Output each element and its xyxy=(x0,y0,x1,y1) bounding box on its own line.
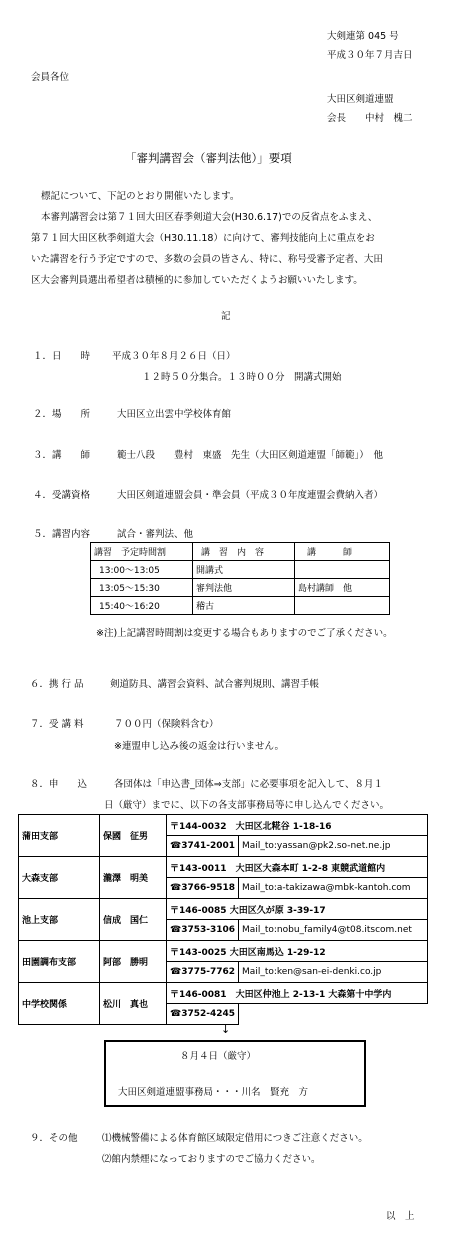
table-row xyxy=(19,857,428,878)
table-row xyxy=(19,983,428,1004)
branch-name: 中学校関係 xyxy=(19,983,100,1025)
branch-tel: ☎3753-3106 xyxy=(167,920,239,941)
doc-number: 大剣連第 045 号 xyxy=(327,31,399,42)
eligibility-value: 大田区剣道連盟会員・準会員（平成３０年度連盟会費納入者） xyxy=(117,490,384,501)
intro-line: 標記について、下記のとおり開催いたします。 xyxy=(41,191,240,202)
schedule-note: ※注)上記講習時間割は変更する場合もありますのでご了承ください。 xyxy=(96,628,393,639)
branch-person: 阿部 勝明 xyxy=(100,941,167,983)
page-title: 「審判講習会（審判法他）」要項 xyxy=(125,151,292,165)
table-row xyxy=(19,899,428,920)
branch-name: 田園調布支部 xyxy=(19,941,100,983)
instructor-label: ３．講 師 xyxy=(33,450,91,461)
table-row xyxy=(19,815,428,836)
branch-name: 大森支部 xyxy=(19,857,100,899)
fee-label: ７．受 講 料 xyxy=(30,719,84,730)
date-value: 平成３０年８月２６日（日） xyxy=(112,351,236,362)
ki-marker: 記 xyxy=(221,311,231,322)
apply-value-2: 日（厳守）までに、以下の各支部事務局等に申し込んでください。 xyxy=(104,800,390,811)
signer: 会長 中村 槐二 xyxy=(327,113,413,124)
recipient: 会員各位 xyxy=(31,72,70,83)
content-label: ５．講習内容 xyxy=(33,529,91,540)
down-arrow-icon: ↓ xyxy=(221,1023,231,1036)
schedule-table xyxy=(90,542,390,615)
date-value-2: １２時５０分集合。１３時００分 開講式開始 xyxy=(142,372,342,383)
organization: 大田区剣道連盟 xyxy=(327,94,394,105)
other-note: ⑴機械警備による体育館区域限定借用につきご注意ください。 xyxy=(102,1133,368,1144)
place-label: ２．場 所 xyxy=(33,409,91,420)
other-label: ９．その他 xyxy=(30,1133,78,1144)
branch-tel: ☎3775-7762 xyxy=(167,962,239,983)
branch-person: 瀧澤 明美 xyxy=(100,857,167,899)
intro-line: いた講習を行う予定ですので、多数の会員の皆さん、特に、称号受審予定者、大田 xyxy=(31,254,383,265)
branch-mail: Mail_to:a-takizawa@mbk-kantoh.com xyxy=(239,878,428,899)
table-cell: 審判法他 xyxy=(193,579,295,597)
instructor-value: 範士八段 豊村 東盛 先生（大田区剣道連盟「師範」） 他 xyxy=(117,450,384,461)
branch-mail: Mail_to:yassan@pk2.so-net.ne.jp xyxy=(239,836,428,857)
table-header-row xyxy=(91,543,390,561)
branch-address: 〒144-0032 大田区北糀谷 1-18-16 xyxy=(167,815,428,836)
branch-table xyxy=(18,814,428,1025)
date-label: １．日 時 xyxy=(33,351,91,362)
doc-date: 平成３０年７月吉日 xyxy=(327,50,413,61)
table-row xyxy=(91,579,390,597)
branch-name: 蒲田支部 xyxy=(19,815,100,857)
branch-mail xyxy=(239,1004,428,1025)
intro-line: 本審判講習会は第７１回大田区春季剣道大会(H30.6.17)での反省点をふまえ、 xyxy=(41,212,378,223)
table-cell: 13:05～15:30 xyxy=(91,579,193,597)
branch-address: 〒143-0011 大田区大森本町 1-2-8 東競武道館内 xyxy=(167,857,428,878)
branch-mail: Mail_to:ken@san-ei-denki.co.jp xyxy=(239,962,428,983)
branch-address: 〒146-0085 大田区久が原 3-39-17 xyxy=(167,899,428,920)
column-header: 講 習 内 容 xyxy=(193,543,295,561)
table-row xyxy=(91,561,390,579)
table-row xyxy=(19,941,428,962)
table-cell: 稽古 xyxy=(193,597,295,615)
branch-person: 松川 真也 xyxy=(100,983,167,1025)
table-cell xyxy=(295,597,390,615)
column-header: 講習 予定時間割 xyxy=(91,543,193,561)
deadline-to: 大田区剣道連盟事務局・・・川名 賢充 方 xyxy=(118,1087,309,1098)
table-cell: 島村講師 他 xyxy=(295,579,390,597)
table-row xyxy=(91,597,390,615)
branch-mail: Mail_to:nobu_family4@t08.itscom.net xyxy=(239,920,428,941)
intro-line: 第７１回大田区秋季剣道大会（H30.11.18）に向けて、審判技能向上に重点をお xyxy=(31,233,375,244)
branch-person: 保國 征男 xyxy=(100,815,167,857)
bring-value: 剣道防具、講習会資料、試合審判規則、講習手帳 xyxy=(110,679,320,690)
fee-value: ７００円（保険料含む） xyxy=(114,719,219,730)
bring-label: ６．携 行 品 xyxy=(30,679,84,690)
branch-name: 池上支部 xyxy=(19,899,100,941)
column-header: 講 師 xyxy=(295,543,390,561)
fee-note: ※連盟申し込み後の返金は行いません。 xyxy=(114,741,285,752)
other-note: ⑵館内禁煙になっておりますのでご協力ください。 xyxy=(102,1154,321,1165)
apply-label: ８．申 込 xyxy=(30,779,88,790)
closing: 以 上 xyxy=(386,1211,415,1222)
branch-tel: ☎3741-2001 xyxy=(167,836,239,857)
deadline-box xyxy=(104,1040,366,1107)
place-value: 大田区立出雲中学校体育館 xyxy=(117,409,232,420)
branch-tel: ☎3752-4245 xyxy=(167,1004,239,1025)
branch-tel: ☎3766-9518 xyxy=(167,878,239,899)
branch-person: 信成 国仁 xyxy=(100,899,167,941)
branch-address: 〒146-0081 大田区仲池上 2-13-1 大森第十中学内 xyxy=(167,983,428,1004)
eligibility-label: ４．受講資格 xyxy=(33,490,91,501)
table-cell: 開講式 xyxy=(193,561,295,579)
table-cell: 13:00～13:05 xyxy=(91,561,193,579)
branch-address: 〒143-0025 大田区南馬込 1-29-12 xyxy=(167,941,428,962)
apply-value: 各団体は「申込書_団体⇒支部」に必要事項を記入して、８月１ xyxy=(114,779,384,790)
table-cell xyxy=(295,561,390,579)
table-cell: 15:40～16:20 xyxy=(91,597,193,615)
intro-line: 区大会審判員選出希望者は積極的に参加していただくようお願いいたします。 xyxy=(31,275,363,286)
deadline-date: ８月４日（厳守） xyxy=(180,1051,257,1062)
content-value: 試合・審判法、他 xyxy=(117,529,194,540)
